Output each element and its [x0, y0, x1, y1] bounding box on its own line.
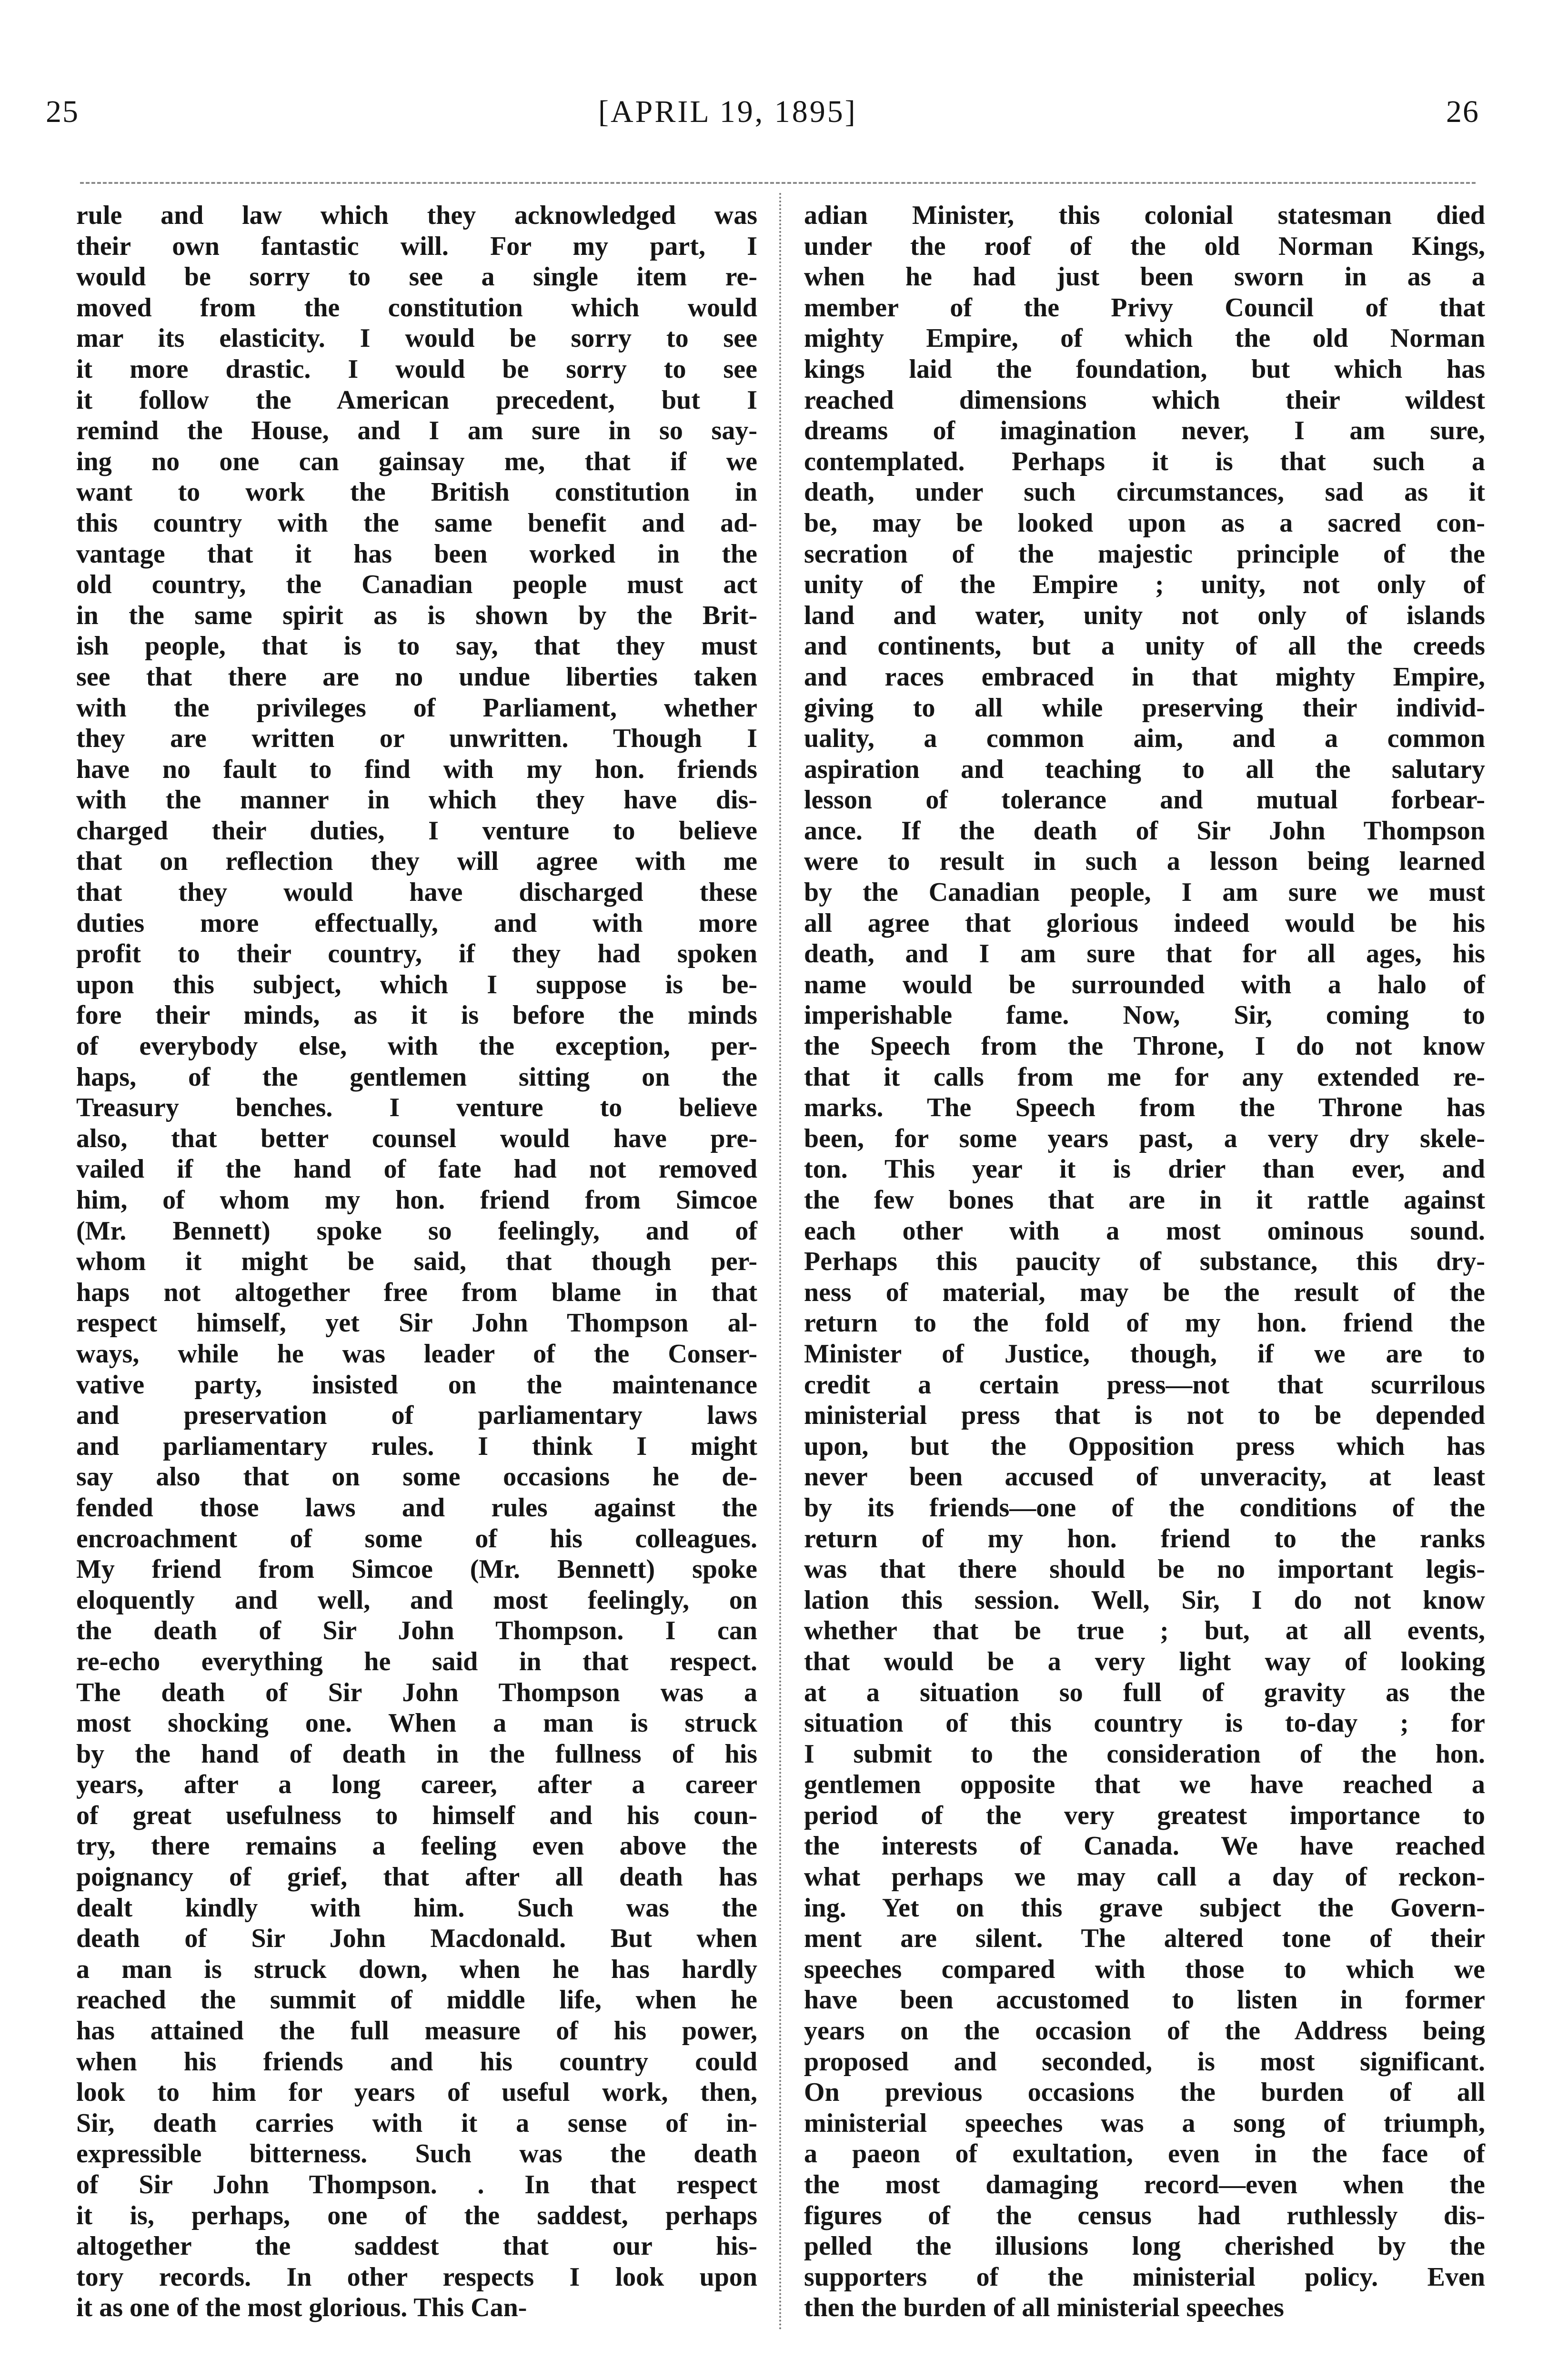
text-line: upon, but the Opposition press which has	[804, 1431, 1485, 1461]
text-line: years, after a long career, after a career	[76, 1770, 757, 1800]
text-line: by the Canadian people, I am sure we must	[804, 877, 1485, 908]
text-line: contemplated. Perhaps it is that such a	[804, 446, 1485, 476]
text-line: have no fault to find with my hon. friends	[76, 754, 757, 784]
text-line: My friend from Simcoe (Mr. Bennett) spoke	[76, 1554, 757, 1584]
text-line: would be sorry to see a single item re-	[76, 262, 757, 292]
text-line: all agree that glorious indeed would be his	[804, 908, 1485, 938]
page-date: [APRIL 19, 1895]	[598, 94, 857, 129]
left-column	[76, 200, 757, 2323]
text-line: imperishable fame. Now, Sir, coming to	[804, 1000, 1485, 1030]
text-line: the interests of Canada. We have reached	[804, 1831, 1485, 1861]
text-line: gentlemen opposite that we have reached a	[804, 1770, 1485, 1800]
text-line: unity of the Empire ; unity, not only of	[804, 570, 1485, 600]
text-line: it is, perhaps, one of the saddest, perhaps	[76, 2200, 757, 2230]
text-line: the death of Sir John Thompson. I can	[76, 1616, 757, 1646]
text-line: dreams of imagination never, I am sure,	[804, 416, 1485, 446]
text-line: Sir, death carries with it a sense of in-	[76, 2108, 757, 2138]
text-line: death of Sir John Macdonald. But when	[76, 1924, 757, 1954]
text-line: member of the Privy Council of that	[804, 292, 1485, 323]
text-line: it follow the American precedent, but I	[76, 385, 757, 415]
text-line: and parliamentary rules. I think I might	[76, 1431, 757, 1461]
text-line: also, that better counsel would have pre-	[76, 1123, 757, 1153]
text-line: try, there remains a feeling even above the	[76, 1831, 757, 1861]
text-line: that it calls from me for any extended re-	[804, 1062, 1485, 1092]
text-line: with the privileges of Parliament, whether	[76, 693, 757, 723]
text-line: of great usefulness to himself and his coun-	[76, 1800, 757, 1830]
text-line: ways, while he was leader of the Conser-	[76, 1339, 757, 1369]
text-line: and races embraced in that mighty Empire,	[804, 662, 1485, 692]
text-line: it more drastic. I would be sorry to see	[76, 354, 757, 384]
text-line: re-echo everything he said in that respect.	[76, 1646, 757, 1676]
text-line: speeches compared with those to which we	[804, 1954, 1485, 1984]
text-line: secration of the majestic principle of the	[804, 539, 1485, 569]
text-line: it as one of the most glorious. This Can-	[76, 2293, 527, 2323]
text-line: marks. The Speech from the Throne has	[804, 1093, 1485, 1123]
text-line: what perhaps we may call a day of reckon-	[804, 1862, 1485, 1892]
text-line: tory records. In other respects I look upon	[76, 2262, 757, 2292]
text-line: return of my hon. friend to the ranks	[804, 1523, 1485, 1553]
text-line: with the manner in which they have dis-	[76, 785, 757, 815]
text-line: ing. Yet on this grave subject the Govern-	[804, 1893, 1485, 1923]
text-line: haps, of the gentlemen sitting on the	[76, 1062, 757, 1092]
text-line: they are written or unwritten. Though I	[76, 724, 757, 754]
page-number-right: 26	[1446, 94, 1479, 129]
text-line: poignancy of grief, that after all death has	[76, 1862, 757, 1892]
text-line: and continents, but a unity of all the creeds	[804, 631, 1485, 661]
text-line: remind the House, and I am sure in so say-	[76, 416, 757, 446]
text-line: then the burden of all ministerial speeches	[804, 2293, 1284, 2323]
text-line: by the hand of death in the fullness of his	[76, 1739, 757, 1769]
text-line: say also that on some occasions he de-	[76, 1462, 757, 1492]
text-line: supporters of the ministerial policy. Even	[804, 2262, 1485, 2292]
page-number-left: 25	[46, 94, 79, 129]
text-line: On previous occasions the burden of all	[804, 2077, 1485, 2108]
text-line: that on reflection they will agree with me	[76, 847, 757, 877]
column-divider	[779, 193, 781, 2332]
page-header	[46, 86, 1479, 138]
text-line: land and water, unity not only of islands	[804, 600, 1485, 630]
text-line: the most damaging record—even when the	[804, 2170, 1485, 2199]
text-line: haps not altogether free from blame in that	[76, 1277, 757, 1307]
text-line: rule and law which they acknowledged was	[76, 201, 757, 230]
text-line: the Speech from the Throne, I do not know	[804, 1031, 1485, 1061]
text-line: duties more effectually, and with more	[76, 908, 757, 938]
text-line: whom it might be said, that though per-	[76, 1247, 757, 1277]
text-line: of everybody else, with the exception, per-	[76, 1031, 757, 1061]
text-line: when he had just been sworn in as a	[804, 262, 1485, 292]
text-line: ministerial press that is not to be depended	[804, 1401, 1485, 1431]
text-line: ish people, that is to say, that they must	[76, 631, 757, 661]
text-line: eloquently and well, and most feelingly, on	[76, 1585, 757, 1615]
text-line: see that there are no undue liberties taken	[76, 662, 757, 692]
text-line: reached dimensions which their wildest	[804, 385, 1485, 415]
text-line: fore their minds, as it is before the minds	[76, 1000, 757, 1030]
text-line: death, under such circumstances, sad as it	[804, 477, 1485, 507]
text-line: kings laid the foundation, but which has	[804, 354, 1485, 384]
text-line: giving to all while preserving their individ-	[804, 693, 1485, 723]
text-line: ministerial speeches was a song of triumph,	[804, 2108, 1485, 2138]
text-line: expressible bitterness. Such was the death	[76, 2139, 757, 2169]
text-line: period of the very greatest importance to	[804, 1800, 1485, 1830]
text-line: of Sir John Thompson. . In that respect	[76, 2170, 757, 2199]
text-line: mighty Empire, of which the old Norman	[804, 323, 1485, 353]
text-line: a paeon of exultation, even in the face of	[804, 2139, 1485, 2169]
text-line: mar its elasticity. I would be sorry to see	[76, 323, 757, 353]
text-line: lesson of tolerance and mutual forbear-	[804, 785, 1485, 815]
text-line: want to work the British constitution in	[76, 477, 757, 507]
text-line: ance. If the death of Sir John Thompson	[804, 816, 1485, 846]
text-line: lation this session. Well, Sir, I do not know	[804, 1585, 1485, 1615]
text-line: I submit to the consideration of the hon.	[804, 1739, 1485, 1769]
text-line: that they would have discharged these	[76, 877, 757, 908]
header-rule	[80, 182, 1476, 184]
text-line: return to the fold of my hon. friend the	[804, 1308, 1485, 1338]
text-line: charged their duties, I venture to believe	[76, 816, 757, 846]
text-line: respect himself, yet Sir John Thompson al-	[76, 1308, 757, 1338]
text-line: dealt kindly with him. Such was the	[76, 1893, 757, 1923]
text-line: in the same spirit as is shown by the Brit-	[76, 600, 757, 630]
text-line: Treasury benches. I venture to believe	[76, 1093, 757, 1123]
text-line: proposed and seconded, is most significant.	[804, 2047, 1485, 2077]
text-line: vative party, insisted on the maintenance	[76, 1370, 757, 1400]
text-line: adian Minister, this colonial statesman died	[804, 201, 1485, 230]
text-line: (Mr. Bennett) spoke so feelingly, and of	[76, 1216, 757, 1246]
text-line: under the roof of the old Norman Kings,	[804, 231, 1485, 261]
text-line: been, for some years past, a very dry skele-	[804, 1123, 1485, 1153]
text-line: vailed if the hand of fate had not removed	[76, 1154, 757, 1184]
text-line: old country, the Canadian people must act	[76, 570, 757, 600]
text-line: their own fantastic will. For my part, I	[76, 231, 757, 261]
text-line: moved from the constitution which would	[76, 292, 757, 323]
text-line: pelled the illusions long cherished by the	[804, 2231, 1485, 2261]
text-line: by its friends—one of the conditions of the	[804, 1493, 1485, 1523]
text-line: ment are silent. The altered tone of their	[804, 1924, 1485, 1954]
text-line: Minister of Justice, though, if we are to	[804, 1339, 1485, 1369]
text-line: look to him for years of useful work, then,	[76, 2077, 757, 2108]
text-line: uality, a common aim, and a common	[804, 724, 1485, 754]
text-line: whether that be true ; but, at all events,	[804, 1616, 1485, 1646]
text-line: fended those laws and rules against the	[76, 1493, 757, 1523]
text-line: most shocking one. When a man is struck	[76, 1708, 757, 1738]
text-line: were to result in such a lesson being learned	[804, 847, 1485, 877]
text-line: at a situation so full of gravity as the	[804, 1677, 1485, 1707]
text-line: name would be surrounded with a halo of	[804, 969, 1485, 999]
text-line: The death of Sir John Thompson was a	[76, 1677, 757, 1707]
text-line: be, may be looked upon as a sacred con-	[804, 508, 1485, 538]
text-line: a man is struck down, when he has hardly	[76, 1954, 757, 1984]
text-line: altogether the saddest that our his-	[76, 2231, 757, 2261]
text-line: was that there should be no important legis-	[804, 1554, 1485, 1584]
text-line: and preservation of parliamentary laws	[76, 1401, 757, 1431]
text-line: ton. This year it is drier than ever, and	[804, 1154, 1485, 1184]
text-line: him, of whom my hon. friend from Simcoe	[76, 1185, 757, 1215]
text-line: Perhaps this paucity of substance, this dry-	[804, 1247, 1485, 1277]
text-line: ing no one can gainsay me, that if we	[76, 446, 757, 476]
text-line: this country with the same benefit and ad-	[76, 508, 757, 538]
text-line: each other with a most ominous sound.	[804, 1216, 1485, 1246]
text-line: when his friends and his country could	[76, 2047, 757, 2077]
text-line: figures of the census had ruthlessly dis-	[804, 2200, 1485, 2230]
text-line: has attained the full measure of his power,	[76, 2016, 757, 2046]
text-line: ness of material, may be the result of the	[804, 1277, 1485, 1307]
text-line: aspiration and teaching to all the salutary	[804, 754, 1485, 784]
right-column	[804, 200, 1485, 2323]
text-line: have been accustomed to listen in former	[804, 1985, 1485, 2015]
text-line: upon this subject, which I suppose is be-	[76, 969, 757, 999]
text-line: credit a certain press—not that scurrilous	[804, 1370, 1485, 1400]
text-line: years on the occasion of the Address being	[804, 2016, 1485, 2046]
text-line: encroachment of some of his colleagues.	[76, 1523, 757, 1553]
text-line: profit to their country, if they had spoken	[76, 939, 757, 969]
text-line: the few bones that are in it rattle against	[804, 1185, 1485, 1215]
text-line: reached the summit of middle life, when he	[76, 1985, 757, 2015]
text-line: that would be a very light way of looking	[804, 1646, 1485, 1676]
text-line: situation of this country is to-day ; for	[804, 1708, 1485, 1738]
text-line: never been accused of unveracity, at least	[804, 1462, 1485, 1492]
text-line: vantage that it has been worked in the	[76, 539, 757, 569]
text-line: death, and I am sure that for all ages, his	[804, 939, 1485, 969]
